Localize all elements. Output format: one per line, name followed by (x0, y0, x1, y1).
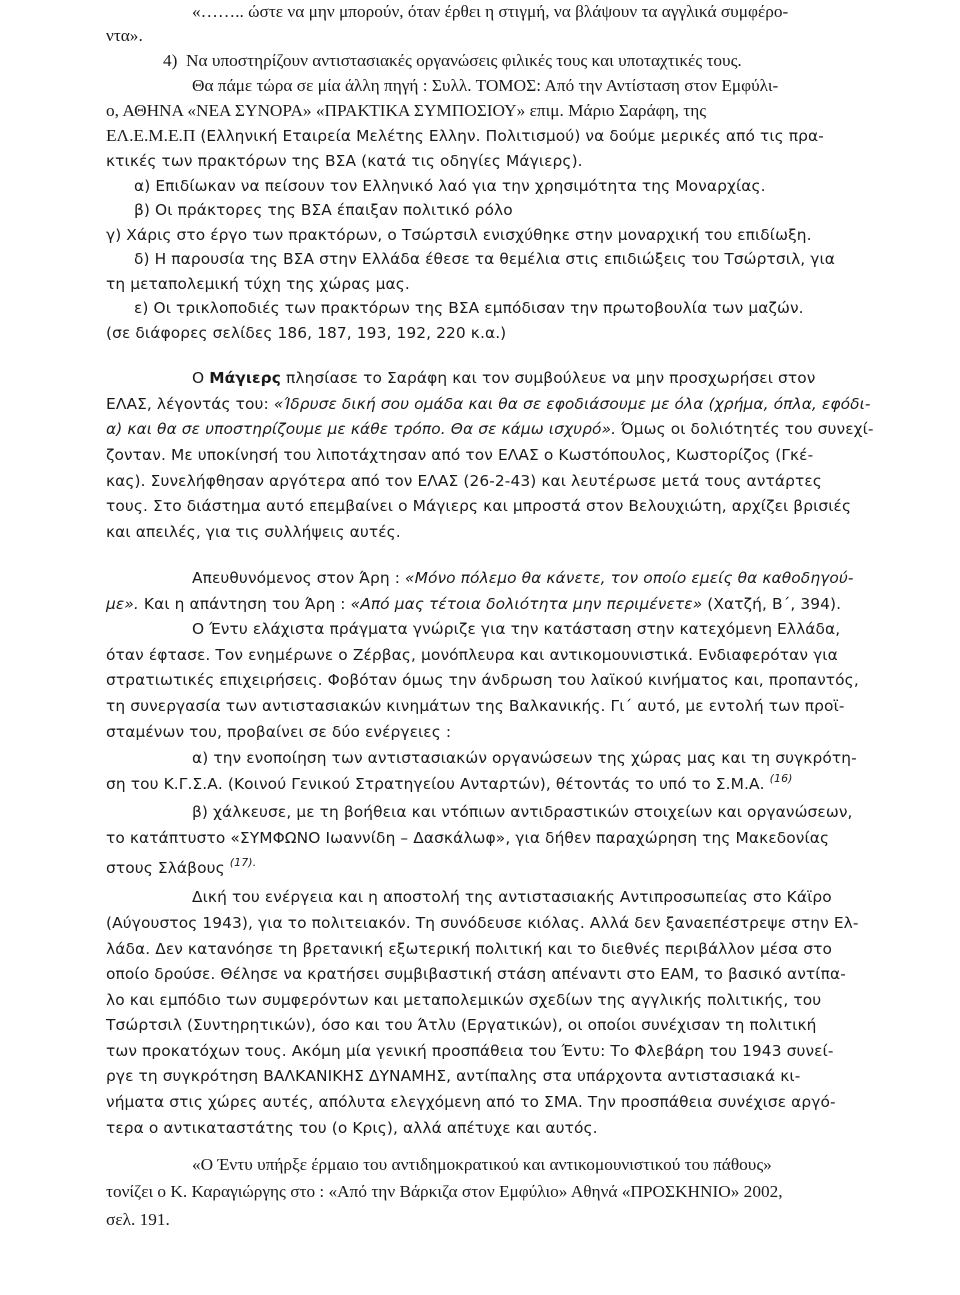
quote-line-1: «…….. ώστε να μην μπορούν, όταν έρθει η στιγμή, να βλάψουν τα αγγλικά συμφέρο- (192, 2, 789, 21)
action-a-line-1: α) την ενοποίηση των αντιστασιακών οργανώσεων της χώρας μας και τη συγκρότη- (192, 749, 857, 767)
practice-item-d-cont: τη μεταπολεμική τύχη της χώρας μας. (106, 275, 410, 293)
action-b-line-1: β) χάλκευσε, με τη βοήθεια και ντόπιων αντιδραστικών στοιχείων και οργανώσεων, (192, 803, 853, 821)
quote-italic: «Μόνο πόλεμο θα κάνετε, τον οποίο εμείς θα καθοδηγού- (404, 569, 854, 587)
quote-italic: «Ίδρυσε δική σου ομάδα και θα σε εφοδιάσουμε με όλα (χρήμα, όπλα, εφόδι- (273, 395, 871, 413)
paragraph-1-line-4: ζονταν. Με υποκίνησή του λιποτάχτησαν από τον ΕΛΑΣ ο Κωστόπουλος, Κωστορίζος (Γκέ- (106, 446, 814, 464)
practice-item-d: δ) Η παρουσία της ΒΣΑ στην Ελλάδα έθεσε τα θεμέλια στις επιδιώξεις του Τσώρτσιλ, για (134, 250, 836, 268)
practice-item-c: γ) Χάρις στο έργο των πρακτόρων, ο Τσώρτσιλ ενισχύθηκε στην μοναρχική του επιδίωξη. (106, 226, 812, 244)
paragraph-7-line-2: τονίζει ο Κ. Καραγιώργης στο : «Από την Βάρκιζα στον Εμφύλιο» Αθηνά «ΠΡΟΣΚΗΝΙΟ» 2002, (106, 1182, 783, 1201)
action-a-line-2: ση του Κ.Γ.Σ.Α. (Κοινού Γενικού Στρατηγείου Ανταρτών), θέτοντάς το υπό το Σ.Μ.Α. $^{(16)}$ (106, 772, 793, 793)
action-b-line-3: στους Σλάβους $^{(17).}$ (106, 856, 257, 877)
source-intro-line: Θα πάμε τώρα σε μία άλλη πηγή : Συλλ. ΤΟΜΟΣ: Από την Αντίσταση στον Εμφύλι- (192, 76, 779, 95)
paragraph-1-line-3: α) και θα σε υποστηρίζουμε με κάθε τρόπο. Θα σε κάμω ισχυρό». Όμως οι δολιότητές του συνεχί- (106, 420, 874, 438)
paragraph-7-line-3: σελ. 191. (106, 1210, 170, 1229)
paragraph-6-line-10: τερα ο αντικαταστάτης του (ο Κρις), αλλά απέτυχε και αυτός. (106, 1119, 598, 1137)
organization-acronym: ΕΛ.Ε.Μ.Ε.Π (106, 126, 196, 145)
paragraph-2-line-1: Απευθυνόμενος στον Άρη : «Μόνο πόλεμο θα κάνετε, τον οποίο εμείς θα καθοδηγού- (192, 569, 854, 587)
practice-item-a: α) Επιδίωκαν να πείσουν τον Ελληνικό λαό για την χρησιμότητα της Μοναρχίας. (134, 177, 766, 195)
paragraph-6-line-4: οποίο δρούσε. Θέλησε να κρατήσει συμβιβαστική στάση απέναντι στο ΕΑΜ, το βασικό αντίπα- (106, 965, 846, 983)
list-item-4: 4) Να υποστηρίζουν αντιστασιακές οργανώσεις φιλικές τους και υποταχτικές τους. (163, 51, 742, 70)
paragraph-1-line-1: Ο Μάγιερς πλησίασε το Σαράφη και τον συμβούλευε να μην προσχωρήσει στον (192, 369, 816, 387)
action-b-line-2: το κατάπτυστο «ΣΥΜΦΩΝΟ Ιωαννίδη – Δασκάλωφ», για δήθεν παραχώρηση της Μακεδονίας (106, 829, 830, 847)
paragraph-6-line-3: λάδα. Δεν κατανόησε τη βρετανική εξωτερική πολιτική και το διεθνές περιβάλλον μέσα στο (106, 940, 832, 958)
organization-line (106, 124, 824, 148)
quote-line-2: ντα». (106, 26, 143, 45)
paragraph-1-line-2: ΕΛΑΣ, λέγοντάς του: «Ίδρυσε δική σου ομάδα και θα σε εφοδιάσουμε με όλα (χρήμα, όπλα, εφόδι- (106, 395, 871, 413)
paragraph-1-line-6: τους. Στο διάστημα αυτό επεμβαίνει ο Μάγιερς και μπροστά στον Βελουχιώτη, αρχίζει βρισιές (106, 497, 852, 515)
paragraph-3-line-3: στρατιωτικές επιχειρήσεις. Φοβόταν όμως την άνδρωση του λαϊκού κινήματος και, προπαντός, (106, 671, 859, 689)
paragraph-1-line-5: κας). Συνελήφθησαν αργότερα από τον ΕΛΑΣ (26-2-43) και λευτέρωσε μετά τους αντάρτες (106, 472, 822, 490)
paragraph-6-line-9: νήματα στις χώρες αυτές, απόλυτα ελεγχόμενη από το ΣΜΑ. Την προσπάθεια συνέχισε αργό- (106, 1093, 836, 1111)
paragraph-3-line-2: όταν έφτασε. Τον ενημέρωνε ο Ζέρβας, μονόπλευρα και αντικομουνιστικά. Ενδιαφερόταν για (106, 646, 838, 664)
practice-item-b: β) Οι πράκτορες της ΒΣΑ έπαιξαν πολιτικό ρόλο (134, 201, 513, 219)
paragraph-7-line-1: «Ο Έντυ υπήρξε έρμαιο του αντιδημοκρατικού και αντικομουνιστικού του πάθους» (192, 1155, 772, 1174)
paragraph-3-line-5: σταμένων του, προβαίνει σε δύο ενέργειες : (106, 723, 452, 741)
paragraph-2-line-2: με». Και η απάντηση του Άρη : «Από μας τέτοια δολιότητα μην περιμένετε» (Χατζή, Β΄, 394). (106, 595, 842, 613)
paragraph-3-line-1: Ο Έντυ ελάχιστα πράγματα γνώριζε για την κατάσταση στην κατεχόμενη Ελλάδα, (192, 620, 841, 638)
quote-italic: α) και θα σε υποστηρίζουμε με κάθε τρόπο. Θα σε κάμω ισχυρό». (106, 420, 617, 438)
paragraph-1-line-7: και απειλές, για τις συλλήψεις αυτές. (106, 523, 401, 541)
footnote-ref-16: (16) (769, 772, 793, 785)
quote-italic: «Από μας τέτοια δολιότητα μην περιμένετε» (350, 595, 703, 613)
footnote-ref-17: (17). (229, 856, 257, 869)
paragraph-6-line-5: λο και εμπόδιο των συμφερόντων και μεταπολεμικών σχεδίων της αγγλικής πολιτικής, του (106, 991, 822, 1009)
paragraph-6-line-8: ργε τη συγκρότηση ΒΑΛΚΑΝΙΚΗΣ ΔΥΝΑΜΗΣ, αντίπαλης στα υπάρχοντα αντιστασιακά κι- (106, 1067, 801, 1085)
paragraph-6-line-1: Δική του ενέργεια και η αποστολή της αντιστασιακής Αντιπροσωπείας στο Κάϊρο (192, 888, 832, 906)
source-reference-line: ο, ΑΘΗΝΑ «ΝΕΑ ΣΥΝΟΡΑ» «ΠΡΑΚΤΙΚΑ ΣΥΜΠΟΣΙΟΥ» επιμ. Μάριο Σαράφη, της (106, 101, 707, 120)
paragraph-6-line-2: (Αύγουστος 1943), για το πολιτειακόν. Τη συνόδευσε κιόλας. Αλλά δεν ξαναεπέστρεψε στην Ελ- (106, 914, 859, 932)
pages-reference: (σε διάφορες σελίδες 186, 187, 193, 192, 220 κ.α.) (106, 324, 507, 342)
paragraph-3-line-4: τη συνεργασία των αντιστασιακών κινημάτων της Βαλκανικής. Γι΄ αυτό, με εντολή των προϊ- (106, 697, 845, 715)
paragraph-6-line-6: Τσώρτσιλ (Συντηρητικών), όσο και του Άτλυ (Εργατικών), οι οποίοι συνέχισαν τη πολιτική (106, 1016, 817, 1034)
practice-item-e: ε) Οι τρικλοποδιές των πρακτόρων της ΒΣΑ εμπόδισαν την πρωτοβουλία των μαζών. (134, 299, 804, 317)
organization-name: (Ελληνική Εταιρεία Μελέτης Ελλην. Πολιτισμού) να δούμε μερικές από τις πρα- (195, 127, 824, 145)
name-bold: Μάγιερς (209, 369, 281, 387)
paragraph-6-line-7: των προκατόχων τους. Ακόμη μία γενική προσπάθεια του Έντυ: Το Φλεβάρη του 1943 συνεί- (106, 1042, 834, 1060)
practices-line: κτικές των πρακτόρων της ΒΣΑ (κατά τις οδηγίες Μάγιερς). (106, 152, 583, 170)
